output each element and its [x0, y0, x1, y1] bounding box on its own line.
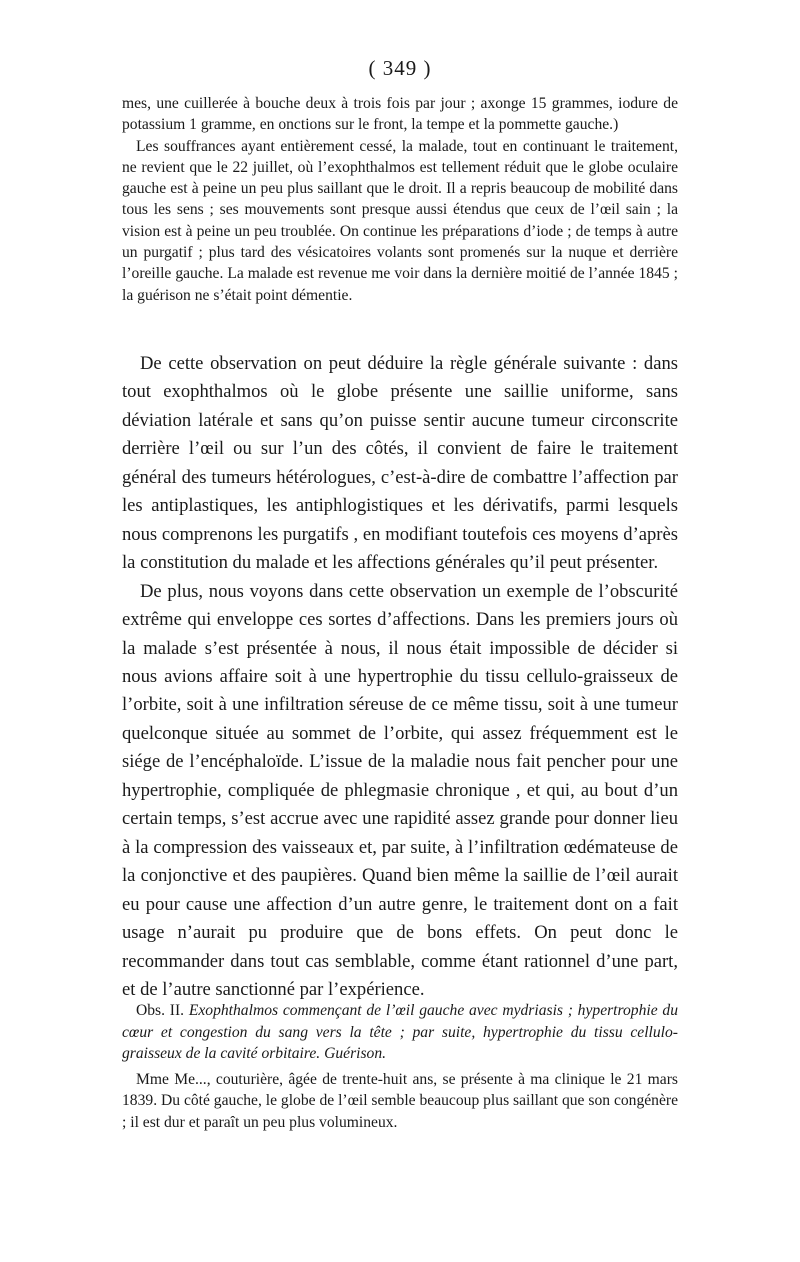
- observation-block: [122, 1000, 678, 1133]
- main-paragraph: De cette observation on peut déduire la règle générale suivante : dans tout exophthalmos où le globe présente une saillie uniforme, sans déviation latérale et sans qu’on puisse sentir aucune tumeur circonscrite derrière l’œil ou sur l’un des côtés, il convient de faire le traitement général des tumeurs hétérologues, c’est-à-dire de combattre l’affection par les antiplastiques, les antiphlogistiques et les dérivatifs, parmi lesquels nous comprenons les purgatifs , en modifiant toutefois ces moyens d’après la constitution du malade et les affections générales qu’il peut présenter.: [122, 353, 678, 574]
- observation-title: Exophthalmos commençant de l’œil gauche avec mydriasis ; hypertrophie du cœur et congestion du sang vers la tête ; par suite, hypertrophie du tissu cellulo-graisseux de la cavité orbitaire. Guérison.: [122, 1002, 678, 1062]
- continuation-paragraph: Les souffrances ayant entièrement cessé, la malade, tout en continuant le traitement, ne revient que le 22 juillet, où l’exophthalmos est tellement réduit que le globe oculaire gauche est à peine un peu plus saillant que le droit. Il a repris beaucoup de mobilité dans tous les sens ; ses mouvements sont presque aussi étendus que ceux de l’œil sain ; la vision est à peine un peu troublée. On continue les préparations d’iode ; de temps à autre un purgatif ; plus tard des vésicatoires volants sont promenés sur la nuque et derrière l’oreille gauche. La malade est revenue me voir dans la dernière moitié de l’année 1845 ; la guérison ne s’était point démentie.: [122, 137, 678, 304]
- observation-body: Mme Me..., couturière, âgée de trente-huit ans, se présente à ma clinique le 21 mars 1839. Du côté gauche, le globe de l’œil semble beaucoup plus saillant que son congénère ; il est dur et paraît un peu plus volumineux.: [122, 1070, 679, 1131]
- observation-heading: [122, 1000, 678, 1065]
- page-number: ( 349 ): [368, 56, 432, 80]
- continuation-paragraph: mes, une cuillerée à bouche deux à trois fois par jour ; axonge 15 grammes, iodure de potassium 1 gramme, en onctions sur le front, la tempe et la pommette gauche.): [122, 95, 678, 134]
- main-text-block: [122, 350, 678, 1004]
- observation-label: Obs. II.: [136, 1002, 185, 1019]
- continuation-block: [122, 93, 678, 306]
- main-paragraph: De plus, nous voyons dans cette observation un exemple de l’obscurité extrême qui enveloppe ces sortes d’affections. Dans les premiers jours où la malade s’est présentée à nous, il nous était impossible de décider si nous avions affaire soit à une hypertrophie du tissu cellulo-graisseux de l’orbite, soit à une infiltration séreuse de ce même tissu, soit à une tumeur quelconque située au sommet de l’orbite, qui assez fréquemment est le siége de l’encéphaloïde. L’issue de la maladie nous fait pencher pour une hypertrophie, compliquée de phlegmasie chronique , et qui, au bout d’un certain temps, s’est accrue avec une rapidité assez grande pour donner lieu à la compression des vaisseaux et, par suite, à l’infiltration œdémateuse de la conjonctive et des paupières. Quand bien même la saillie de l’œil aurait eu pour cause une affection d’un autre genre, le traitement dont on a fait usage n’aurait pu produire que de bons effets. On peut donc le recommander dans tout cas semblable, comme étant rationnel d’une part, et de l’autre sanctionné par l’expérience.: [122, 580, 678, 1000]
